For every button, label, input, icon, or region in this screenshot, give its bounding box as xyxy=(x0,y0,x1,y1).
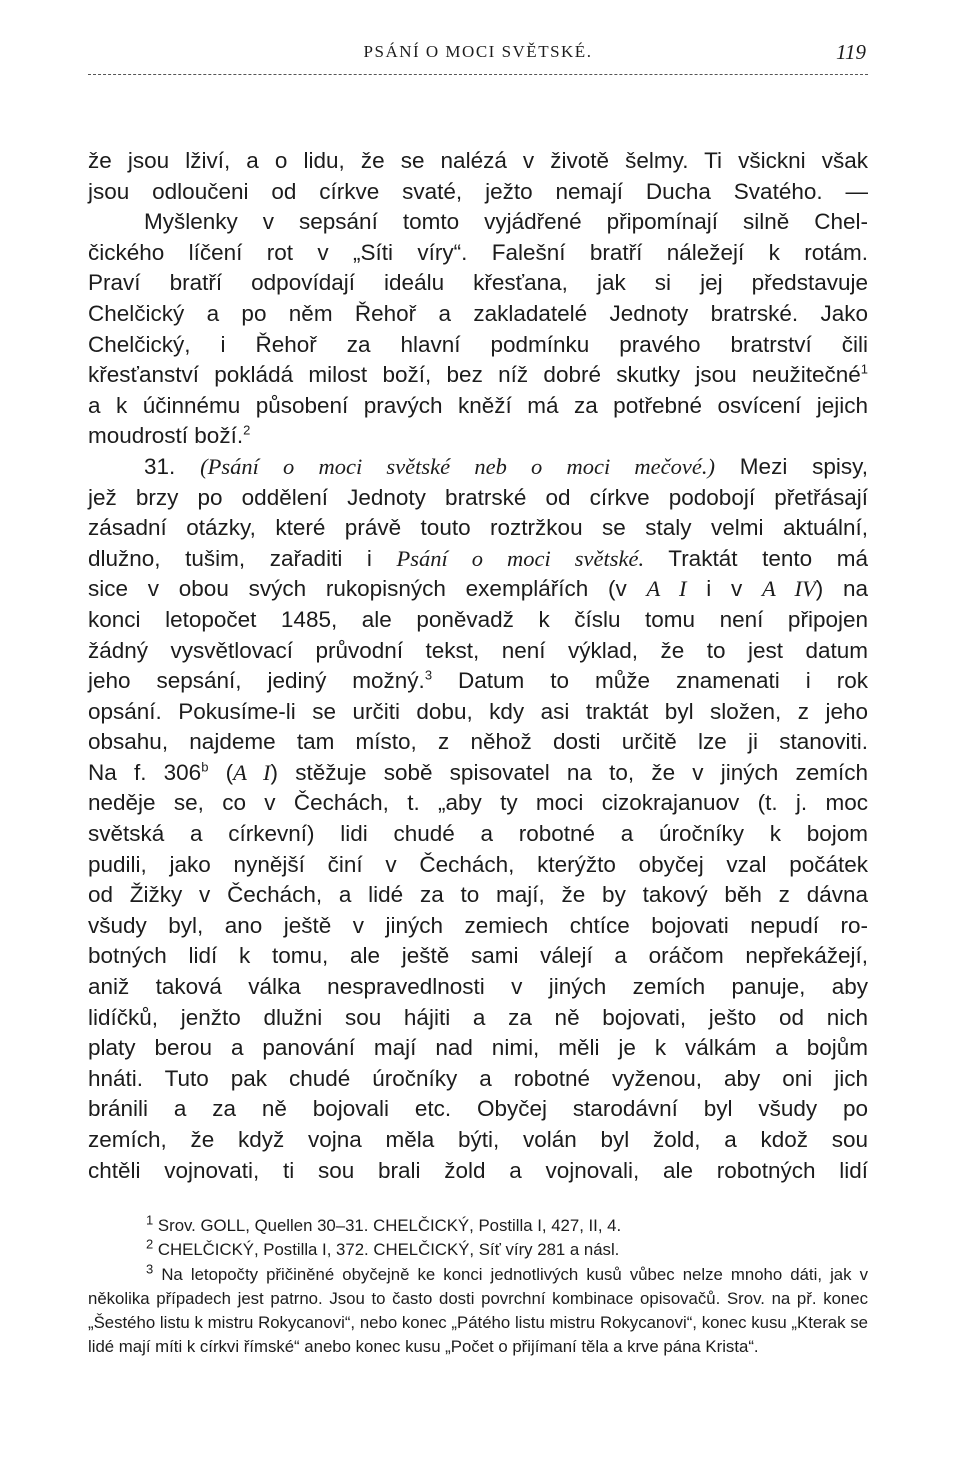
body-text xyxy=(88,146,868,1186)
text-line: Chelčický, i Řehoř za hlavní podmínku pravého bratrství čili xyxy=(88,331,868,357)
footnote-mark: 2 xyxy=(146,1236,154,1252)
text-segment: křesťanství pokládá milost boží, bez níž dobré skutky jsou neužitečné xyxy=(88,362,861,388)
text-segment: ( xyxy=(208,759,234,785)
text-line xyxy=(88,544,868,575)
footnote-1 xyxy=(88,1214,868,1238)
text-line: všudy byl, ano ještě v jiných zemiech chtíce bojovati nepudí ro- xyxy=(88,912,868,938)
text-line xyxy=(88,666,868,697)
section-heading: (Psání o moci světské neb o moci mečové.) xyxy=(200,453,715,479)
text-segment: dlužno, tušim, zařaditi i xyxy=(88,545,397,571)
text-line: chtěli vojnovati, ti sou brali žold a vojnovali, ale robotných lidí xyxy=(88,1157,868,1183)
text-line: jež brzy po oddělení Jednoty bratrské od církve podobojí přetřásají xyxy=(88,484,868,510)
text-segment: ) na xyxy=(815,576,868,602)
footnotes xyxy=(88,1214,868,1359)
text-segment: Mezi spisy, xyxy=(714,453,868,479)
text-line xyxy=(88,452,868,483)
manuscript-siglum: A I xyxy=(646,576,687,602)
text-segment: Na f. 306 xyxy=(88,759,202,785)
text-line: pudili, jako nynější činí v Čechách, kterýžto obyčej vzal počátek xyxy=(88,851,868,877)
footnote-3 xyxy=(88,1263,868,1360)
text-segment: moudrostí boží. xyxy=(88,423,244,449)
manuscript-siglum: A IV xyxy=(761,576,816,602)
text-line xyxy=(88,360,868,391)
footnote-text: Na letopočty přičiněné obyčejně ke konci jednotlivých kusů vůbec nelze mnoho dáti, jak v několika případech jest patrno. Jsou to často dosti povrchní kombinace opisovačů. Srov. na př. konec „Šestého listu k mistru Rokycanovi“, nebo konec „Pátého listu mistru Rokycanovi“, konec kusu „Kterak se lidé mají míti k církvi římské“ anebo konec kusu „Počet o přijímaní těla a krve pána Krista“. xyxy=(88,1264,868,1357)
footnote-ref-2: 2 xyxy=(243,422,251,438)
text-line: Myšlenky v sepsání tomto vyjádřené připomínají silně Chel- xyxy=(144,209,868,235)
text-line: čického líčení rot v „Síti víry“. Falešní bratří náležejí k rotám. xyxy=(88,239,868,265)
text-line: obsahu, najdeme tam místo, z něhož dosti určitě lze ji stanoviti. xyxy=(88,729,868,755)
text-line: Chelčický a po něm Řehoř a zakladatelé Jednoty bratrské. Jako xyxy=(88,300,868,326)
text-segment: sice v obou svých rukopisných exemplářích (v xyxy=(88,576,647,602)
work-title: Psání o moci světské. xyxy=(396,545,645,571)
text-line xyxy=(88,574,868,605)
text-line: bránili a za ně bojovali etc. Obyčej starodávní byl všudy po xyxy=(88,1096,868,1122)
footnote-ref-3: 3 xyxy=(424,667,433,683)
text-line xyxy=(88,758,868,789)
paragraph-2 xyxy=(88,452,868,1186)
section-number: 31. xyxy=(144,453,176,479)
text-line: platy berou a panování mají nad nimi, měli je k válkám a bojům xyxy=(88,1035,868,1061)
text-line: opsání. Pokusíme-li se určiti dobu, kdy asi traktát byl složen, z jeho xyxy=(88,698,868,724)
text-line: zemích, že když vojna měla býti, volán byl žold, a kdož sou xyxy=(88,1127,868,1152)
footnote-mark: 3 xyxy=(146,1261,154,1276)
footnote-text: Srov. GOLL, Quellen 30–31. CHELČICKÝ, Postilla I, 427, II, 4. xyxy=(157,1216,622,1236)
text-segment: Datum to může znamenati i rok xyxy=(432,668,868,694)
text-line: Praví bratří odpovídají ideálu křesťana, jak si jej představuje xyxy=(88,270,868,296)
text-segment: i v xyxy=(686,576,762,602)
text-line: lidíčků, jenžto dlužni sou hájiti a za ně bojovati, ješto od nich xyxy=(88,1004,868,1030)
text-line: jsou odloučeni od církve svaté, ježto nemají Ducha Svatého. — xyxy=(88,178,868,204)
folio-side: b xyxy=(201,759,209,775)
footnote-mark: 1 xyxy=(146,1212,154,1228)
book-page xyxy=(88,38,868,1359)
text-line xyxy=(88,421,868,452)
footnote-ref-1: 1 xyxy=(860,361,868,377)
text-line: žádný vysvětlovací průvodní tekst, není výklad, že to jest datum xyxy=(88,637,868,663)
footnote-text: CHELČICKÝ, Postilla I, 372. CHELČICKÝ, Síť víry 281 a násl. xyxy=(157,1240,620,1260)
text-line: aniž taková válka nespravedlnosti v jiných zemích panuje, aby xyxy=(88,974,868,1000)
text-line: botných lidí k tomu, ale ještě sami válejí a oráčom nepřekážejí, xyxy=(88,943,868,969)
footnote-2 xyxy=(88,1238,868,1262)
text-line: zásadní otázky, které právě touto roztržkou se staly velmi aktuální, xyxy=(88,515,868,541)
running-head-title: PSÁNÍ O MOCI SVĚTSKÉ. xyxy=(363,42,593,61)
text-segment: ) stěžuje sobě spisovatel na to, že v jiných zemích xyxy=(270,759,868,785)
text-line: že jsou lživí, a o lidu, že se nalézá v životě šelmy. Ti všickni však xyxy=(88,148,868,173)
text-segment: Traktát tento má xyxy=(644,545,868,571)
paragraph-1 xyxy=(88,146,868,452)
text-line: neděje se, co v Čechách, t. „aby ty moci cizokrajanuov (t. j. moc xyxy=(88,790,868,816)
text-line: hnáti. Tuto pak chudé úročníky a robotné vyženou, aby oni jich xyxy=(88,1065,868,1091)
manuscript-siglum: A I xyxy=(233,759,271,785)
text-segment: jeho sepsání, jediný možný. xyxy=(88,668,425,694)
text-line: od Žižky v Čechách, a lidé za to mají, že by takový běh z dávna xyxy=(88,882,868,908)
running-head xyxy=(88,38,868,74)
header-rule xyxy=(88,74,868,75)
text-line: konci letopočet 1485, ale poněvadž k číslu tomu není připojen xyxy=(88,606,868,632)
text-line: světská a církevní) lidi chudé a robotné a úročníky k bojom xyxy=(88,821,868,847)
page-number: 119 xyxy=(836,40,866,64)
text-line: a k účinnému působení pravých kněží má za potřebné osvícení jejich xyxy=(88,392,868,418)
